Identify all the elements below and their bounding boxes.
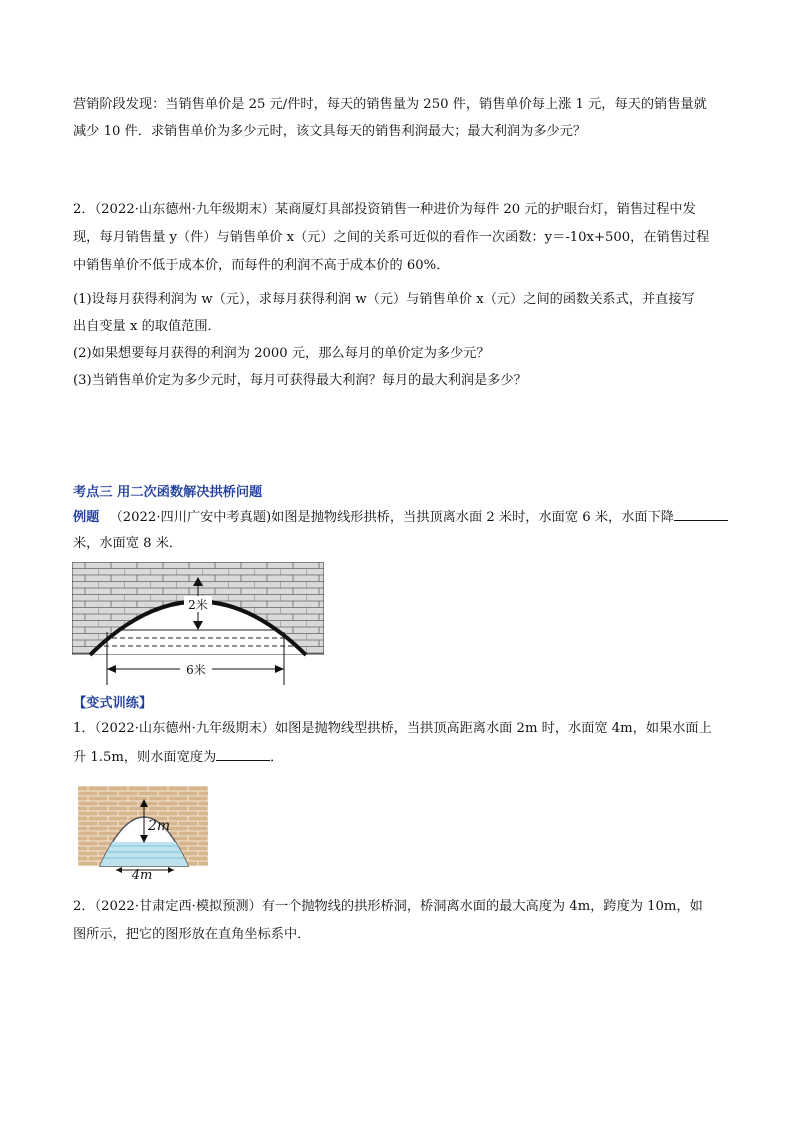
fig2-height-label: 2m xyxy=(148,818,171,834)
variant-q2-line-1: 2．（2022·甘肃定西·模拟预测）有一个抛物线的拱形桥洞，桥洞离水面的最大高度为 4m，跨度为 10m，如 xyxy=(73,899,703,914)
section-heading: 考点三 用二次函数解决拱桥问题 xyxy=(73,485,263,500)
arch-bridge-figure-2 xyxy=(78,786,208,880)
answer-blank-1[interactable] xyxy=(674,508,728,521)
example-line-1 xyxy=(73,508,733,527)
intro-line-1: 营销阶段发现：当销售单价是 25 元/件时，每天的销售量为 250 件，销售单价每上涨 1 元，每天的销售量就 xyxy=(73,97,707,112)
q2-sub1-line-b: 出自变量 x 的取值范围． xyxy=(73,319,221,334)
example-text: （2022·四川广安中考真题)如图是抛物线形拱桥，当拱顶离水面 2 米时，水面宽 6 米，水面下降 xyxy=(109,510,674,525)
fig2-width-label: 4m xyxy=(131,868,153,880)
variant-heading: 【变式训练】 xyxy=(73,696,153,711)
q2-sub1-line-a: (1)设每月获得利润为 w（元），求每月获得利润 w（元）与销售单价 x（元）之间的函数关系式，并直接写 xyxy=(73,292,695,307)
q2-sub2: (2)如果想要每月获得的利润为 2000 元，那么每月的单价定为多少元？ xyxy=(73,346,490,361)
variant-q1-line-2 xyxy=(73,748,733,767)
fig1-width-label: 6米 xyxy=(186,663,206,677)
variant-q2-line-2: 图所示，把它的图形放在直角坐标系中． xyxy=(73,927,311,942)
q2-line-2: 现，每月销售量 y（件）与销售单价 x（元）之间的关系可近似的看作一次函数：y＝-10x+500，在销售过程 xyxy=(73,230,710,245)
q2-line-3: 中销售单价不低于成本价，而每件的利润不高于成本价的 60%． xyxy=(73,258,450,273)
example-label: 例题 xyxy=(73,510,100,525)
fig1-height-label: 2米 xyxy=(188,598,208,612)
example-line-2: 米，水面宽 8 米． xyxy=(73,536,183,551)
intro-line-2: 减少 10 件．求销售单价为多少元时，该文具每天的销售利润最大；最大利润为多少元？ xyxy=(73,124,587,139)
variant-q1-text: 升 1.5m，则水面宽度为 xyxy=(73,750,217,765)
variant-q1-tail: ． xyxy=(270,750,284,765)
arch-bridge-figure-1 xyxy=(72,562,324,686)
q2-line-1: 2．（2022·山东德州·九年级期末）某商厦灯具部投资销售一种进价为每件 20 元的护眼台灯，销售过程中发 xyxy=(73,202,696,217)
variant-q1-line-1: 1．（2022·山东德州·九年级期末）如图是抛物线型拱桥，当拱顶高距离水面 2m 时，水面宽 4m，如果水面上 xyxy=(73,721,712,736)
q2-sub3: (3)当销售单价定为多少元时，每月可获得最大利润？每月的最大利润是多少？ xyxy=(73,373,527,388)
answer-blank-2[interactable] xyxy=(216,748,270,761)
